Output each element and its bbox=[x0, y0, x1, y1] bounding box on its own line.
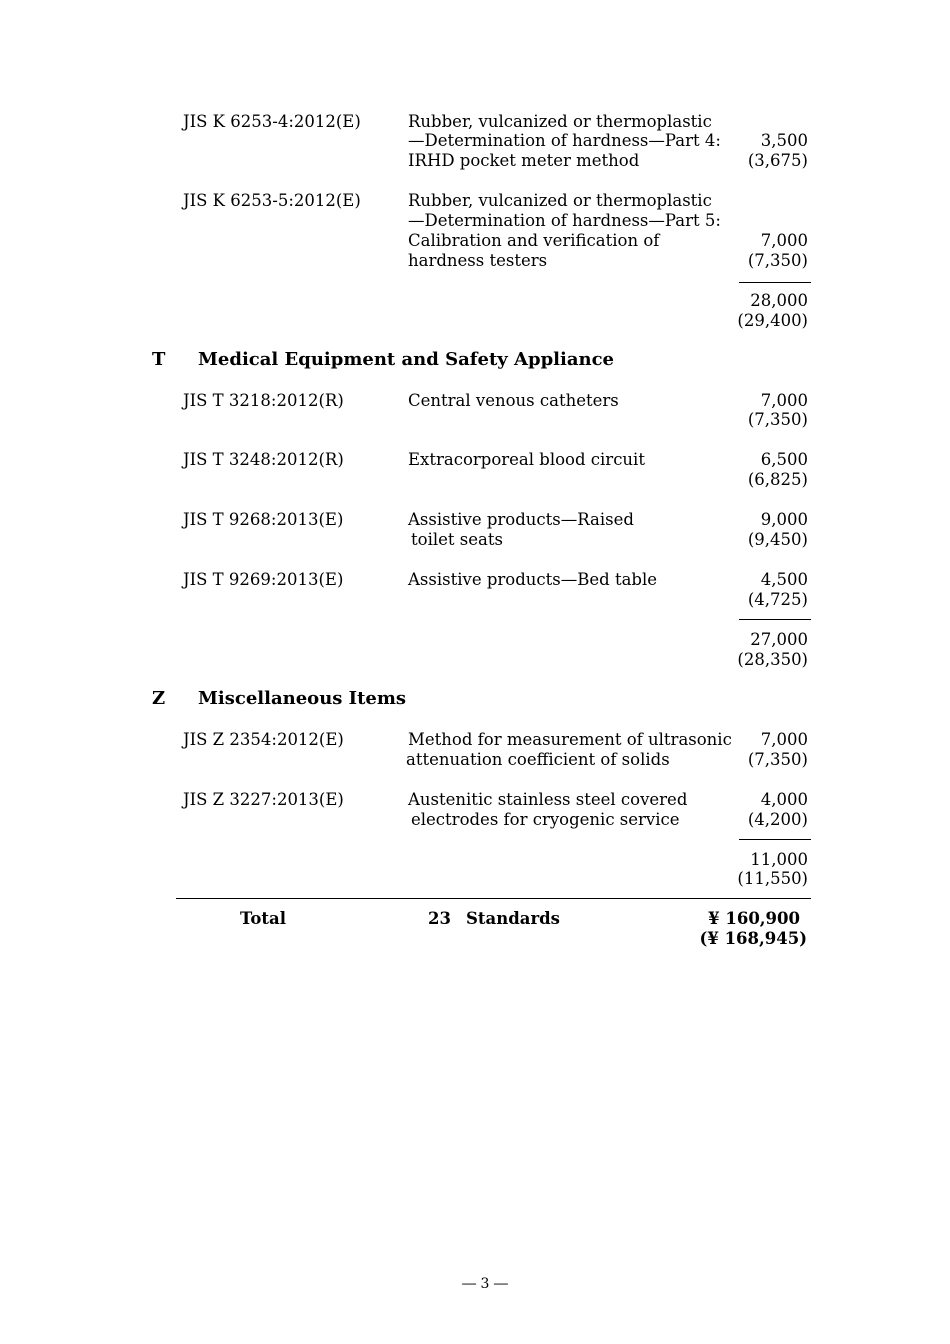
price: 9,000 bbox=[760, 510, 808, 529]
standard-description-line: Extracorporeal blood circuit bbox=[408, 450, 645, 469]
price-with-tax: (9,450) bbox=[747, 530, 808, 549]
price-with-tax: (6,825) bbox=[747, 470, 808, 489]
standard-code: JIS Z 3227:2013(E) bbox=[183, 790, 344, 809]
standard-code: JIS K 6253-5:2012(E) bbox=[183, 191, 361, 210]
price-with-tax: (4,725) bbox=[747, 590, 808, 609]
standard-code: JIS Z 2354:2012(E) bbox=[183, 730, 344, 749]
standard-description-line: Calibration and verification of bbox=[408, 231, 660, 250]
standard-description-line: Assistive products—Bed table bbox=[408, 570, 658, 589]
total-amount: ¥ 160,900 bbox=[708, 909, 800, 928]
standard-description-line: attenuation coefficient of solids bbox=[406, 750, 670, 769]
standard-description-line: toilet seats bbox=[411, 530, 503, 549]
standard-code: JIS T 9269:2013(E) bbox=[183, 570, 344, 589]
total-amount-with-tax: (¥ 168,945) bbox=[699, 929, 807, 948]
price: 3,500 bbox=[760, 131, 808, 150]
subtotal-with-tax: (28,350) bbox=[737, 650, 808, 669]
standard-description-line: IRHD pocket meter method bbox=[408, 151, 640, 170]
price-with-tax: (4,200) bbox=[747, 810, 808, 829]
price: 4,500 bbox=[760, 570, 808, 589]
price-with-tax: (7,350) bbox=[747, 750, 808, 769]
standard-description-line: Assistive products—Raised bbox=[408, 510, 634, 529]
total-count: 23 bbox=[428, 909, 451, 928]
standard-description-line: hardness testers bbox=[408, 251, 548, 270]
price-with-tax: (7,350) bbox=[747, 251, 808, 270]
subtotal: 28,000 bbox=[750, 291, 808, 310]
standard-description-line: Rubber, vulcanized or thermoplastic bbox=[408, 112, 712, 131]
price: 7,000 bbox=[760, 231, 808, 250]
subtotal-rule bbox=[739, 282, 811, 283]
standard-description-line: —Determination of hardness—Part 4: bbox=[408, 131, 721, 150]
subtotal-with-tax: (11,550) bbox=[737, 869, 808, 888]
price-with-tax: (7,350) bbox=[747, 410, 808, 429]
standard-description-line: electrodes for cryogenic service bbox=[411, 810, 680, 829]
price-with-tax: (3,675) bbox=[747, 151, 808, 170]
page-number: ― 3 ― bbox=[462, 1276, 508, 1292]
price: 6,500 bbox=[760, 450, 808, 469]
standard-code: JIS T 9268:2013(E) bbox=[183, 510, 344, 529]
section-letter: Z bbox=[152, 688, 166, 709]
price: 4,000 bbox=[760, 790, 808, 809]
price: 7,000 bbox=[760, 730, 808, 749]
section-title: Miscellaneous Items bbox=[198, 688, 407, 709]
section-letter: T bbox=[152, 349, 166, 370]
subtotal-rule bbox=[739, 619, 811, 620]
standard-description-line: —Determination of hardness—Part 5: bbox=[408, 211, 721, 230]
subtotal: 27,000 bbox=[750, 630, 808, 649]
price: 7,000 bbox=[760, 391, 808, 410]
subtotal-with-tax: (29,400) bbox=[737, 311, 808, 330]
standard-code: JIS T 3248:2012(R) bbox=[183, 450, 344, 469]
subtotal-rule bbox=[739, 839, 811, 840]
section-title: Medical Equipment and Safety Appliance bbox=[198, 349, 614, 370]
standard-code: JIS K 6253-4:2012(E) bbox=[183, 112, 361, 131]
standard-code: JIS T 3218:2012(R) bbox=[183, 391, 344, 410]
total-label: Total bbox=[240, 909, 286, 928]
standard-description-line: Method for measurement of ultrasonic bbox=[408, 730, 732, 749]
total-unit: Standards bbox=[466, 909, 560, 928]
standard-description-line: Central venous catheters bbox=[408, 391, 619, 410]
standard-description-line: Austenitic stainless steel covered bbox=[408, 790, 688, 809]
subtotal: 11,000 bbox=[750, 850, 808, 869]
total-rule bbox=[176, 898, 811, 899]
standard-description-line: Rubber, vulcanized or thermoplastic bbox=[408, 191, 712, 210]
